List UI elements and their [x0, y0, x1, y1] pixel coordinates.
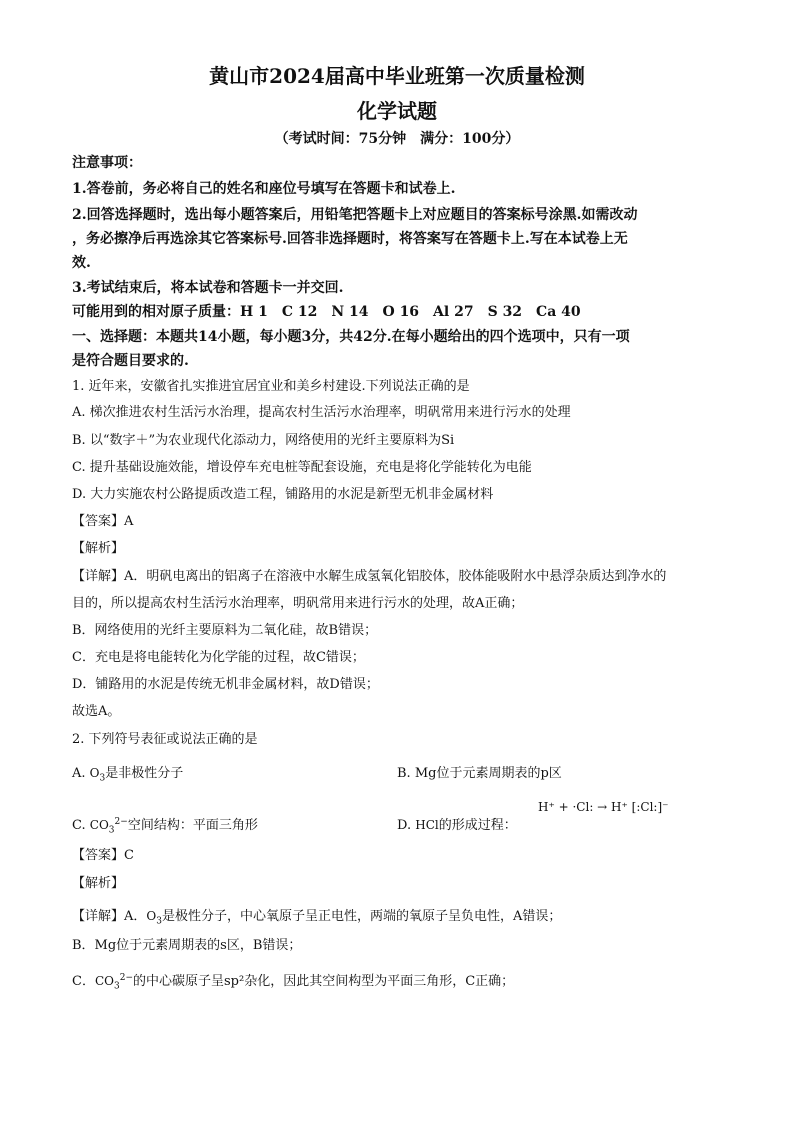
notice-line-2c: 效. [72, 255, 91, 271]
option-label: D. [397, 818, 412, 833]
formula-subscript: 3 [156, 916, 162, 927]
equation-right: [:Cl:]⁻ [631, 800, 669, 814]
q1-analysis: 【解析】 [72, 541, 125, 556]
q1-option-c: C. 提升基础设施效能，增设停车充电桩等配套设施，充电是将化学能转化为电能 [72, 460, 532, 475]
q1-stem: 1. 近年来，安徽省扎实推进宜居宜业和美乡村建设.下列说法正确的是 [72, 379, 470, 394]
hcl-formation-equation [538, 800, 668, 814]
notice-line-1: 1.答卷前，务必将自己的姓名和座位号填写在答题卡和试卷上. [72, 181, 456, 197]
q2-detail-c [72, 970, 514, 991]
carbonate-formula [94, 973, 133, 992]
formula-superscript: 2− [114, 817, 128, 827]
option-label: A. [72, 766, 86, 781]
detail-prefix: C． [72, 974, 95, 989]
q1-detail-B: B．网络使用的光纤主要原料为二氧化硅，故B错误； [72, 623, 378, 638]
formula-text: CO [94, 974, 114, 988]
q1-conclusion: 故选A。 [72, 704, 121, 719]
formula-text: O [146, 909, 157, 923]
q1-detail-C: C．充电是将电能转化为化学能的过程，故C错误； [72, 650, 365, 665]
formula-subscript: 3 [113, 981, 120, 992]
formula-subscript: 3 [108, 825, 115, 836]
q2-option-d [397, 814, 517, 833]
page-title: 黄山市2024届高中毕业班第一次质量检测 [209, 64, 585, 88]
detail-prefix: 【详解】A． [72, 909, 147, 924]
q1-option-b: B. 以“数字＋”为农业现代化添动力，网络使用的光纤主要原料为Si [72, 433, 455, 448]
notice-line-3: 3.考试结束后，将本试卷和答题卡一并交回. [72, 280, 344, 296]
hcl-formula: HCl [415, 818, 439, 832]
exam-info: （考试时间：75分钟 满分：100分） [274, 131, 520, 147]
q2-option-a [72, 762, 183, 783]
q1-detail-a: 【详解】A．明矾电离出的铝离子在溶液中水解生成氢氧化铝胶体，胶体能吸附水中悬浮杂质达到净水的 [72, 569, 667, 584]
notice-heading: 注意事项： [72, 155, 142, 171]
atomic-masses: 可能用到的相对原子质量：H 1 C 12 N 14 O 16 Al 27 S 32 Ca 40 [72, 304, 581, 320]
q1-detail-D: D．铺路用的水泥是传统无机非金属材料，故D错误； [72, 677, 379, 692]
q2-stem: 2. 下列符号表征或说法正确的是 [72, 732, 258, 747]
section-1-heading-b: 是符合题目要求的. [72, 353, 189, 369]
page-subtitle: 化学试题 [357, 99, 437, 123]
option-text: 的形成过程： [438, 818, 517, 833]
detail-text: 的中心碳原子呈sp²杂化，因此其空间构型为平面三角形，C正确； [133, 974, 515, 989]
q2-detail-a [72, 905, 561, 926]
option-text: 是非极性分子 [105, 766, 184, 781]
q1-detail-b: 目的，所以提高农村生活污水治理率，明矾常用来进行污水的处理，故A正确； [72, 596, 524, 611]
formula-subscript: 3 [99, 773, 106, 784]
q2-detail-b: B．Mg位于元素周期表的s区，B错误； [72, 938, 302, 953]
q2-analysis: 【解析】 [72, 876, 125, 891]
q1-option-d: D. 大力实施农村公路提质改造工程，铺路用的水泥是新型无机非金属材料 [72, 487, 494, 502]
equation-left: H⁺ + ·Cl: → H⁺ [538, 800, 628, 814]
option-text: 空间结构：平面三角形 [127, 818, 258, 833]
q2-option-c [72, 814, 258, 835]
detail-text: 是极性分子，中心氧原子呈正电性，两端的氧原子呈负电性，A错误； [161, 909, 562, 924]
q1-option-a: A. 梯次推进农村生活污水治理，提高农村生活污水治理率，明矾常用来进行污水的处理 [72, 405, 571, 420]
notice-line-2b: ，务必擦净后再选涂其它答案标号.回答非选择题时，将答案写在答题卡上.写在本试卷上无 [72, 231, 628, 247]
section-1-heading-a: 一、选择题：本题共14小题，每小题3分，共42分.在每小题给出的四个选项中，只有一项 [72, 329, 630, 345]
formula-superscript: 2− [119, 973, 133, 983]
q2-option-b: B. Mg位于元素周期表的p区 [397, 766, 562, 781]
carbonate-formula [89, 817, 128, 836]
notice-line-2a: 2.回答选择题时，选出每小题答案后，用铅笔把答题卡上对应题目的答案标号涂黑.如需改动 [72, 207, 638, 223]
formula-text: O [89, 766, 100, 780]
formula-text: CO [89, 818, 109, 832]
q2-answer: 【答案】C [72, 848, 134, 863]
ozone-formula [89, 766, 106, 784]
ozone-formula [146, 909, 162, 927]
q1-answer: 【答案】A [72, 514, 134, 529]
option-label: C. [72, 818, 86, 833]
